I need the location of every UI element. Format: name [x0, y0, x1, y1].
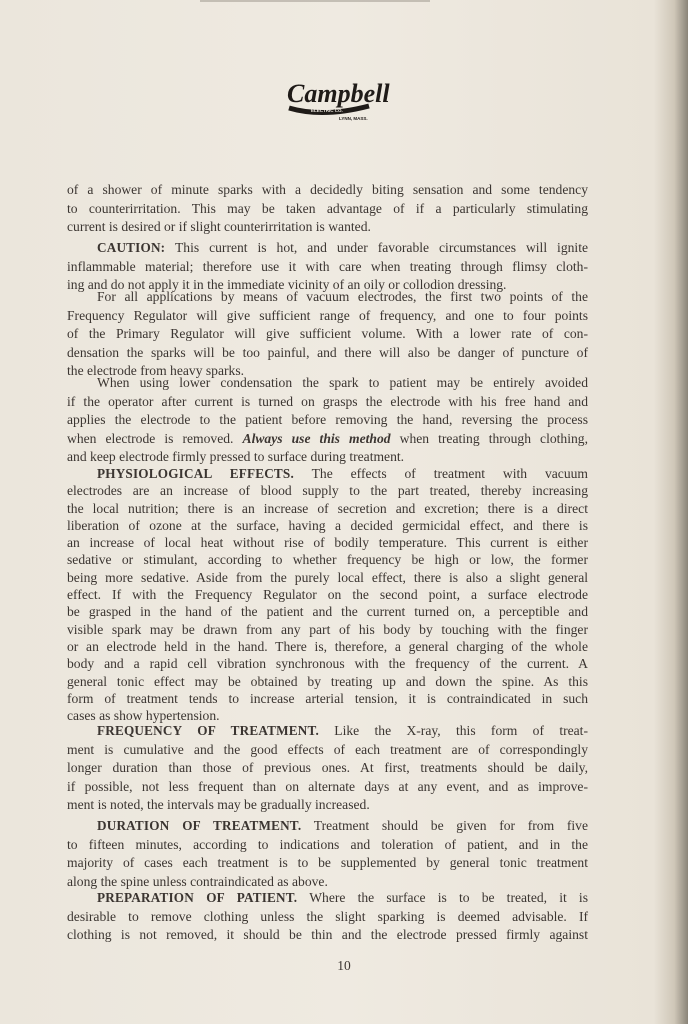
paragraph-p4 — [67, 374, 588, 467]
text-line — [67, 517, 588, 534]
paragraph-duration — [67, 817, 588, 891]
section-heading: CAUTION: — [97, 240, 166, 255]
text-line — [67, 430, 588, 449]
paragraph-p3 — [67, 288, 588, 381]
text-run: densation the sparks will be too painful, and there will also be danger of puncture of — [67, 344, 588, 360]
text-line — [67, 325, 588, 344]
text-run: along the spine unless contraindicated as above. — [67, 873, 328, 889]
text-run: longer duration than those of previous ones. At first, treatments should be daily, — [67, 760, 588, 776]
text-line — [67, 854, 588, 873]
text-run: of the Primary Regulator will give sufficient volume. With a lower rate of con- — [67, 326, 588, 342]
text-run: an increase of local heat without rise of bodily temperature. This current is either — [67, 535, 588, 551]
paragraph-preparation — [67, 889, 588, 945]
emphasis: Always use this method — [242, 430, 391, 446]
text-run: When using lower condensation the spark to patient may be entirely avoided — [97, 375, 588, 390]
text-line — [67, 218, 588, 237]
text-line — [67, 926, 588, 945]
text-run: cases as show hypertension. — [67, 708, 220, 724]
text-line — [67, 722, 588, 741]
text-line — [67, 374, 588, 393]
text-run: general tonic effect may be obtained by treating up and down the spine. As this — [67, 673, 588, 689]
text-line — [67, 258, 588, 277]
section-heading: PHYSIOLOGICAL EFFECTS. — [97, 466, 294, 481]
text-line — [67, 465, 588, 482]
section-heading: PREPARATION OF PATIENT. — [97, 890, 298, 905]
text-line — [67, 393, 588, 412]
text-run: if possible, not less frequent than on alternate days at any event, and as improve- — [67, 778, 588, 794]
svg-text:Campbell: Campbell — [287, 79, 390, 108]
paragraph-p1 — [67, 181, 588, 237]
text-run: be grasped in the hand of the patient and the current turned on, a perceptible and — [67, 604, 588, 620]
text-line — [67, 690, 588, 707]
text-run: electrodes are an increase of blood supply to the part treated, thereby increasing — [67, 483, 588, 499]
text-run: ing and do not apply it in the immediate vicinity of an oily or collodion dressing. — [67, 277, 507, 293]
text-line — [67, 551, 588, 568]
text-line — [67, 673, 588, 690]
text-run: of a shower of minute sparks with a decidedly biting sensation and some tendency — [67, 182, 588, 197]
text-run: if the operator after current is turned on grasps the electrode with his free hand and — [67, 393, 588, 409]
section-heading: FREQUENCY OF TREATMENT. — [97, 723, 319, 738]
text-run: Like the X-ray, this form of treat- — [318, 723, 588, 738]
text-run: liberation of ozone at the surface, having a decided germicidal effect, and there is — [67, 517, 588, 533]
paragraph-caution — [67, 239, 588, 295]
text-line — [67, 796, 588, 815]
paragraph-physiological — [67, 465, 588, 724]
text-run: applies the electrode to the patient before removing the hand, reversing the process — [67, 412, 588, 428]
text-line — [67, 621, 588, 638]
text-run: desirable to remove clothing unless the slight sparking is deemed advisable. If — [67, 908, 588, 924]
text-run: when electrode is removed. — [67, 430, 243, 446]
text-line — [67, 288, 588, 307]
text-run: The effects of treatment with vacuum — [293, 466, 588, 481]
text-run: or an electrode held in the hand. There is, therefore, a general charging of the whole — [67, 638, 588, 654]
text-line — [67, 759, 588, 778]
text-line — [67, 534, 588, 551]
text-run: ment is noted, the intervals may be gradually increased. — [67, 797, 370, 813]
text-run: current is desired or if slight counterirritation is wanted. — [67, 219, 371, 235]
text-line — [67, 307, 588, 326]
text-line — [67, 482, 588, 499]
text-run: body and a rapid cell vibration synchronous with the frequency of the current. A — [67, 656, 588, 672]
text-run: to counterirritation. This may be taken advantage of if a particularly stimulating — [67, 200, 588, 216]
text-run: and keep electrode firmly pressed to surface during treatment. — [67, 449, 405, 465]
page-edge-line — [200, 0, 430, 2]
text-line — [67, 200, 588, 219]
text-line — [67, 741, 588, 760]
text-line — [67, 411, 588, 430]
page-number: 10 — [337, 958, 351, 973]
svg-text:ELECTRIC CO.: ELECTRIC CO. — [311, 108, 343, 113]
text-line — [67, 586, 588, 603]
text-line — [67, 500, 588, 517]
text-line — [67, 239, 588, 258]
paragraph-frequency — [67, 722, 588, 815]
section-heading: DURATION OF TREATMENT. — [97, 818, 302, 833]
text-run: ment is cumulative and the good effects of each treatment are of correspondingly — [67, 741, 588, 757]
text-run: majority of cases each treatment is to be supplemented by general tonic treatment — [67, 855, 588, 871]
text-line — [67, 908, 588, 927]
text-run: inflammable material; therefore use it with care when treating through flimsy cloth- — [67, 258, 588, 274]
text-run: to fifteen minutes, according to indications and toleration of patient, and in the — [67, 836, 588, 852]
text-line — [67, 778, 588, 797]
text-line — [67, 603, 588, 620]
text-line — [67, 655, 588, 672]
text-run: the electrode from heavy sparks. — [67, 363, 245, 379]
text-run: Treatment should be given for from five — [301, 818, 588, 833]
text-run: the local nutrition; there is an increase of secretion and excretion; there is a direct — [67, 500, 588, 516]
text-line — [67, 181, 588, 200]
svg-text:LYNN, MASS.: LYNN, MASS. — [339, 116, 368, 121]
text-line — [67, 569, 588, 586]
text-line — [67, 836, 588, 855]
campbell-logo — [283, 72, 390, 124]
text-run: This current is hot, and under favorable circumstances will ignite — [165, 240, 588, 255]
text-run: For all applications by means of vacuum electrodes, the first two points of the — [97, 289, 588, 304]
text-run: sedative or stimulant, according to whether frequency be high or low, the former — [67, 552, 588, 568]
text-run: form of treatment tends to increase arterial tension, it is contraindicated in such — [67, 690, 588, 706]
text-line — [67, 638, 588, 655]
text-line — [67, 889, 588, 908]
text-run: visible spark may be drawn from any part of his body by touching with the finger — [67, 621, 588, 637]
text-run: Frequency Regulator will give sufficient range of frequency, and one to four points — [67, 307, 588, 323]
text-run: effect. If with the Frequency Regulator on the second point, a surface electrode — [67, 587, 588, 603]
text-line — [67, 344, 588, 363]
text-run: clothing is not removed, it should be thin and the electrode pressed firmly against — [67, 927, 588, 943]
text-line — [67, 817, 588, 836]
text-run: when treating through clothing, — [390, 430, 588, 446]
text-run: being more sedative. Aside from the purely local effect, there is also a slight general — [67, 569, 588, 585]
text-run: Where the surface is to be treated, it is — [297, 890, 588, 905]
